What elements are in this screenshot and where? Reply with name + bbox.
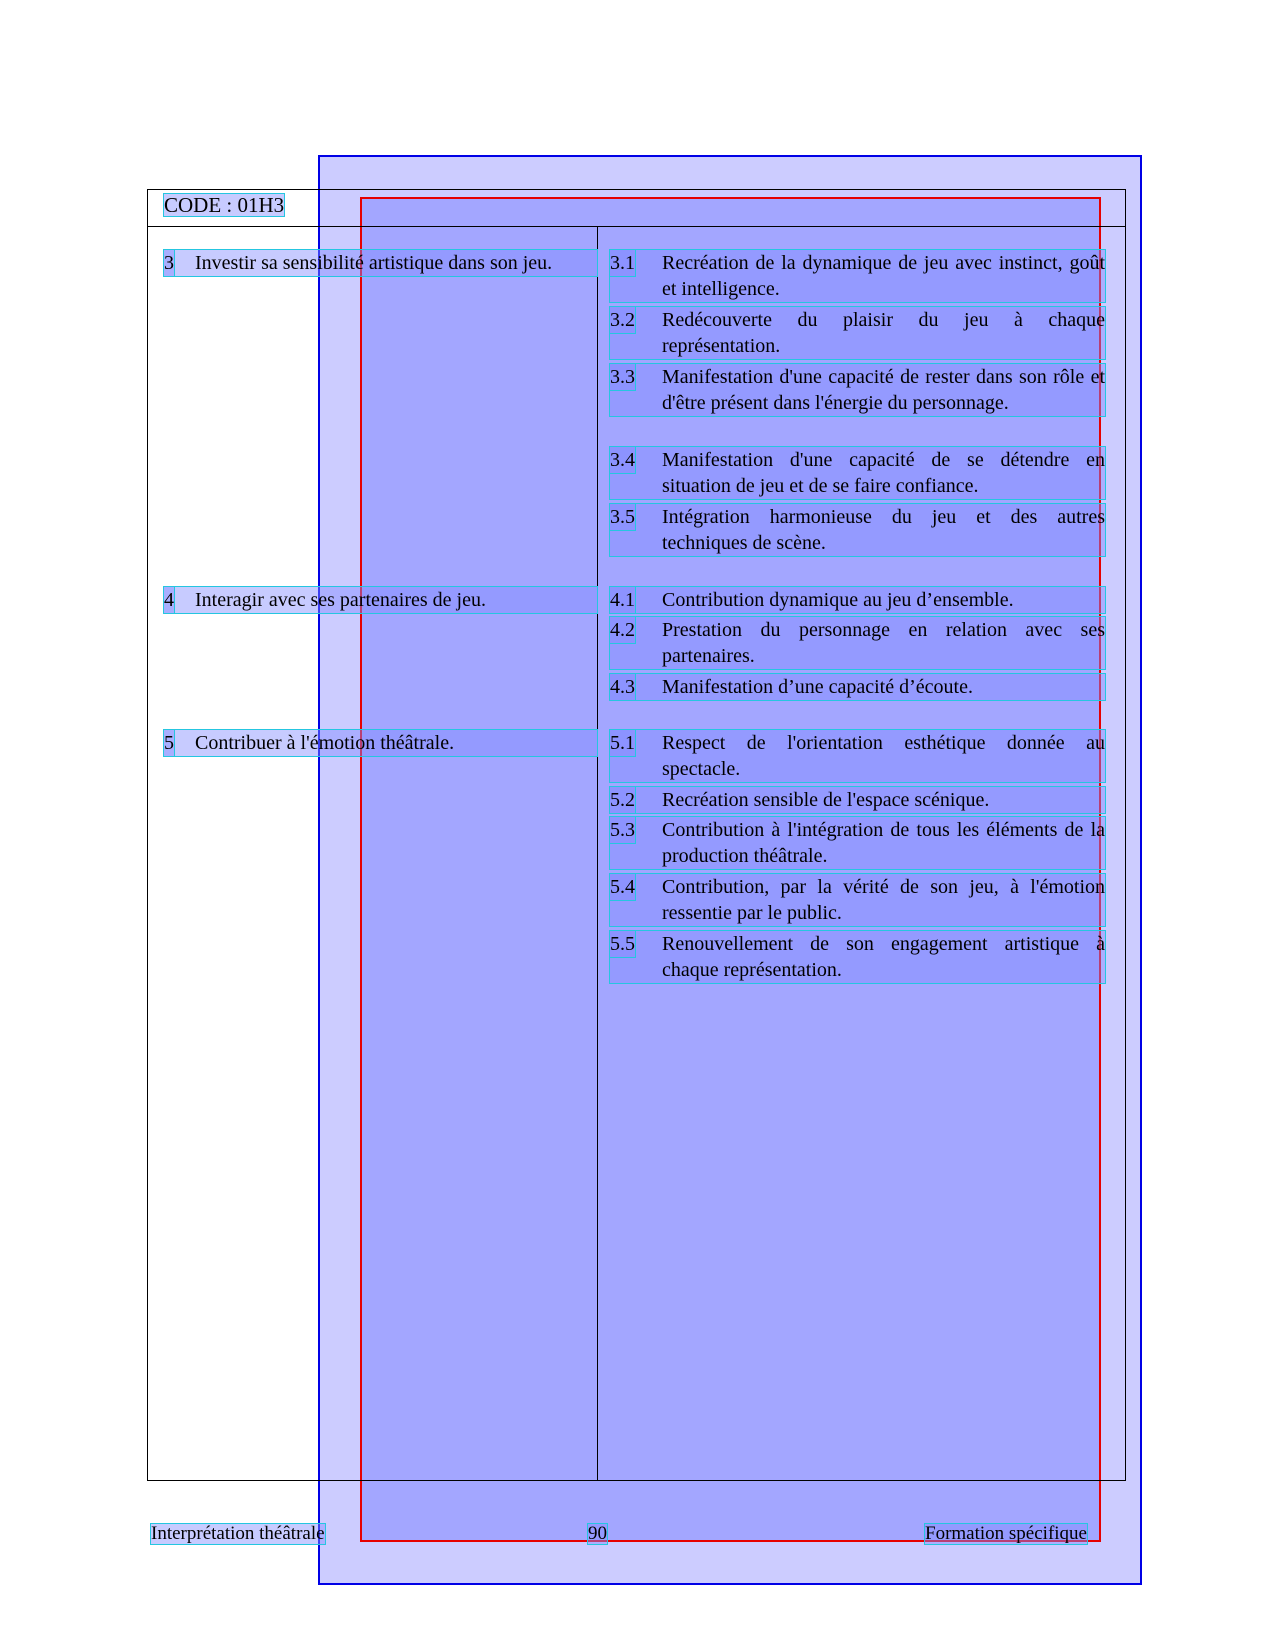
criterion-number: 5.5 [610,933,635,955]
criterion-text: Contribution à l'intégration de tous les éléments de la production théâtrale. [610,817,1105,869]
criterion-number: 5.3 [610,819,635,841]
criterion-text: Contribution dynamique au jeu d’ensemble. [610,587,1105,613]
criterion-number: 5.2 [610,789,635,811]
criterion-5-4 [610,874,1105,926]
footer-program-title: Interprétation théâtrale [151,1523,325,1544]
element-4 [164,587,597,613]
criterion-5-3 [610,817,1105,869]
criterion-text: Recréation sensible de l'espace scénique. [610,787,1105,813]
element-text: Investir sa sensibilité artistique dans son jeu. [164,250,597,276]
criterion-text: Renouvellement de son engagement artistique à chaque représentation. [610,931,1105,983]
criterion-text: Respect de l'orientation esthétique donnée au spectacle. [610,730,1105,782]
criterion-5-1 [610,730,1105,782]
criterion-5-2 [610,787,1105,813]
criterion-number: 5.4 [610,876,635,898]
element-3 [164,250,597,276]
criterion-text: Prestation du personnage en relation avec ses partenaires. [610,617,1105,669]
criterion-text: Contribution, par la vérité de son jeu, à l'émotion ressentie par le public. [610,874,1105,926]
criterion-number: 3.2 [610,309,635,331]
element-text: Contribuer à l'émotion théâtrale. [164,730,597,756]
element-number: 4 [164,589,174,611]
criterion-number: 5.1 [610,732,635,754]
criterion-number: 3.5 [610,506,635,528]
criterion-text: Manifestation d'une capacité de rester dans son rôle et d'être présent dans l'énergie du personnage. [610,364,1105,416]
element-5 [164,730,597,756]
element-number: 3 [164,252,174,274]
criterion-text: Intégration harmonieuse du jeu et des autres techniques de scène. [610,504,1105,556]
criterion-3-1 [610,250,1105,302]
criterion-text: Manifestation d’une capacité d’écoute. [610,674,1105,700]
criterion-number: 4.3 [610,676,635,698]
criterion-4-1 [610,587,1105,613]
header-divider [147,226,1126,227]
footer-section-label: Formation spécifique [925,1523,1087,1544]
column-divider [597,227,598,1480]
criterion-4-2 [610,617,1105,669]
criterion-text: Redécouverte du plaisir du jeu à chaque représentation. [610,307,1105,359]
criterion-3-2 [610,307,1105,359]
criterion-number: 3.4 [610,449,635,471]
criterion-4-3 [610,674,1105,700]
criterion-number: 4.2 [610,619,635,641]
criterion-number: 3.1 [610,252,635,274]
criterion-text: Manifestation d'une capacité de se détendre en situation de jeu et de se faire confiance. [610,447,1105,499]
criterion-text: Recréation de la dynamique de jeu avec instinct, goût et intelligence. [610,250,1105,302]
element-text: Interagir avec ses partenaires de jeu. [164,587,597,613]
criterion-3-3 [610,364,1105,416]
footer-page-number: 90 [588,1523,607,1544]
criterion-3-4 [610,447,1105,499]
criterion-number: 3.3 [610,366,635,388]
criterion-3-5 [610,504,1105,556]
element-number: 5 [164,732,174,754]
code-label: CODE : 01H3 [164,193,285,217]
criterion-5-5 [610,931,1105,983]
criterion-number: 4.1 [610,589,635,611]
